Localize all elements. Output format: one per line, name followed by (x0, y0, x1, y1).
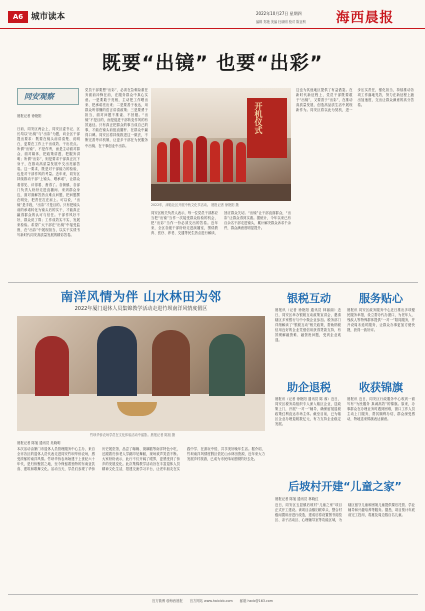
footer (0, 598, 425, 606)
column1-author: 晨报记者 徐艳阳 (17, 114, 42, 118)
footer-email: 邮箱 hxcb@163.com (239, 599, 274, 603)
story2-author: 晨报记者 陈旭 通讯员 吴晓明 (17, 441, 61, 445)
photo1-caption: 2022年，津茹社区开展中秋文化节活动。 晨报记者 徐艳阳 摄 (151, 203, 239, 207)
story2-headline: 南洋风情为伴 山水林田为邻 (60, 289, 222, 304)
newspaper-logo (336, 7, 414, 25)
paper-name: 海西晨报 (336, 10, 394, 26)
story2-body: 本次活动由厦门市退休人员管理服务中心主办，来自全市各区的退休人员代表走进同安竹坝华侨农场，感受浓郁的南洋风情。竹坝华侨农场始建于上世纪六十年代，是归侨聚居之地，至今保留着独特的东南亚饮食、建筑和歌舞文化。活动当天，学员们参观了华侨历史展览馆，品尝了咖喱、斑斓糕等南洋特色小吃，还跟着归侨老人学跳印尼舞蹈，现场欢声笑语不断。大家纷纷表示，此行不仅开阔了眼界，更感受到了侨乡的发展变化。此次集锦教学活动旨在丰富退休人员精神文化生活，搭建交流学习平台，让老年朋友在实践中学、在游玩中悟，共享美好晚年生活。据介绍，竹坝南洋风情度假区依托山水林田资源，近年来大力发展乡村旅游，已成为市民休闲度假的好去处。 (17, 447, 265, 472)
column2-body: 党员干部要想“出彩”，必须在急难险重任务面前冲锋在前，在服务群众中真心实意。一是要敢于亮相，主动把工作晒出来、把承诺亮出来；二是要善于表达，用群众听得懂的语言讲清政策；三是要勇于担当，面对问题不推诿、不回避。“出镜”不是目的，而是促进干部转变作风的有效途径。只有真正把群众的事当成自己的事，才能在镜头前挺直腰杆、在群众中赢得口碑。同安区将持续推进这一做法，不断完善考评机制，让更多干部在为民服务中出镜、在干事创业中出彩。 (85, 88, 148, 148)
brief3-headline: 助企退税 (287, 381, 331, 394)
brief3-body: 晨报讯（记者 徐艳阳 通讯员 陈 蓉）近日，同安区税务局组织专人深入辖区企业，送政策上门，开展“一对一”辅导，确保留抵退税政策红利直达市场主体。截至目前，已为辖区企业办理退税数亿元，有力支持企业稳定发展。 (275, 397, 341, 427)
column4-body: 这也为其他地区提供了有益借鉴。在新时代新征程上，党员干部既要敢于“出镜”，又要善于“出彩”，在推动高质量发展、创造高品质生活中展现新作为。同安区将以此为契机，进一步压实责任，强化担当，持续推动各项工作落地见效，努力在新征程上跑出加速度，交出让群众满意的高分答卷。 (296, 88, 414, 113)
section-name: 城市读本 (31, 12, 66, 22)
page-header (0, 0, 425, 38)
story2-photo-caption: 竹坝华侨农场学员在文化体验活动中留影。晨报记者 陈旭 摄 (90, 433, 175, 437)
photo-person-left (35, 336, 69, 396)
column-label: 同安观察 (24, 92, 54, 101)
story2-photo (17, 316, 265, 431)
header-rule (0, 28, 425, 29)
brief2-headline: 服务贴心 (359, 292, 403, 305)
photo-person-center-right (152, 330, 190, 396)
column-label-badge (17, 88, 79, 105)
editor-line: 编辑 郑艳 美编 杜晓明 校对 陈亚利 (256, 20, 306, 24)
event-photo (151, 88, 291, 201)
story2-subheadline: 2022年厦门退休人员集锦教学活动走进竹坝南洋风情度假区 (74, 306, 208, 312)
footer-website: 官方网站 www.haixicb.com (189, 599, 233, 603)
photo-person-right (209, 334, 245, 396)
story3-headline: 后坡村开建“儿童之家” (288, 480, 402, 493)
brief2-body: 晨报讯 同安区政务服务中心近日推出多项便民服务举措，设立帮办代办窗口，为老年人、残疾人等特殊群体提供“一对一”陪同服务，并开设周末延时服务，让群众办事更加方便快捷，获得一致好评。 (347, 308, 415, 333)
footer-weibo: 官方微博 @海西晨报 (151, 599, 183, 603)
brief1-headline: 银税互动 (287, 292, 331, 305)
photo-inscription: 开机仪式 (254, 102, 263, 134)
page-code: A6 (8, 11, 28, 23)
story3-body: 近日，同安区五显镇后坡村“儿童之家”项目正式开工建设。该项目由镇妇联牵头，整合村级闲置用房进行改造，建成后将设置图书阅览区、亲子活动区、心理辅导室等功能区域，为辖区留守儿童和困境儿童提供课后托管、学业辅导和兴趣培养等服务。据悉，项目预计年底前完工投用，将惠及周边数百名儿童。 (275, 503, 415, 523)
section-divider (8, 282, 418, 283)
photo-ground (151, 184, 291, 201)
brief4-body: 晨报讯 近日，同安区行政服务中心收到一面写有“为民服务 真诚高效”的锦旗。原来，办事群众在办理业务时遇到困难，窗口工作人员主动上门服务，帮其顺利办结，群众深受感动，特地送来锦旗表达谢意。 (347, 397, 415, 422)
story3-author: 晨报记者 陈旭 通讯员 林晓红 (275, 497, 319, 501)
footer-rule (8, 594, 418, 595)
column3-body: 同安区相关负责人表示，每一位党员干部都应当把“出镜”当作一次接受群众检验的机会，把“出彩”当作一份必须交出的答卷。近年来，全区各级干部纷纷走进演播室，围绕教育、医疗、养老、交通等民生热点进行解读，回应群众关切。“出镜”让干部直面群众，“出彩”让群众得到实惠。据统计，今年以来已有百余名干部走进镜头，累计解决群众诉求千余件，群众满意度明显提升。 (151, 211, 291, 236)
date-line: 2022年10月27日 星期四 (256, 11, 302, 16)
column1-body: 日前，同安区两会上，同安区委书记、区长均以“出镜”与“出彩”为题，向全区干部提出要求：既要在镜头前讲清楚、说明白，更要在工作上干出成效、干出亮点。所谓“出镜”，不是作秀，而是主动面对群众、面对媒体，把政策讲透、把服务讲明；所谓“出彩”，则是要求干部真正沉下身子，在推动高质量发展中交出亮丽答卷。这一要求，既是对干部能力的检验，也是对干部作风的考量。近年来，同安区持续推动干部“上镜头、晒承诺”，让群众看得见、评得着、督得了。各街镇、各部门负责人纷纷走进直播间、来到群众身边，面对面解答热点难点问题，把问题摆在明处，把责任扛在肩上。可以说，“出镜”是手段，“出彩”才是目的。只有把镜头前的承诺转化为镜头后的实干，才能真正赢得群众的认可与信任。干部作风好不好，群众说了算；工作成效实不实，发展来检验。希望广大干部在“出镜”中接受监督，在“出彩”中展现担当，以实干实绩书写新时代同安高质量发展的精彩答卷。 (17, 127, 80, 237)
photo-person-center (97, 326, 137, 396)
main-headline: 既要“出镜” 也要“出彩” (101, 52, 324, 74)
brief4-headline: 收获锦旗 (359, 381, 403, 394)
brief1-body: 晨报讯（记者 徐艳阳 通讯员 林丽丽）近日，同安区举办银税互动政策宣讲会，邀请辖区多家银行与中小微企业参加。税务部门详细解读了“银税互动”相关政策，帮助纳税信用良好的企业凭借信用获得贷款支持，有效缓解融资难、融资贵问题，受到企业欢迎。 (275, 308, 341, 343)
